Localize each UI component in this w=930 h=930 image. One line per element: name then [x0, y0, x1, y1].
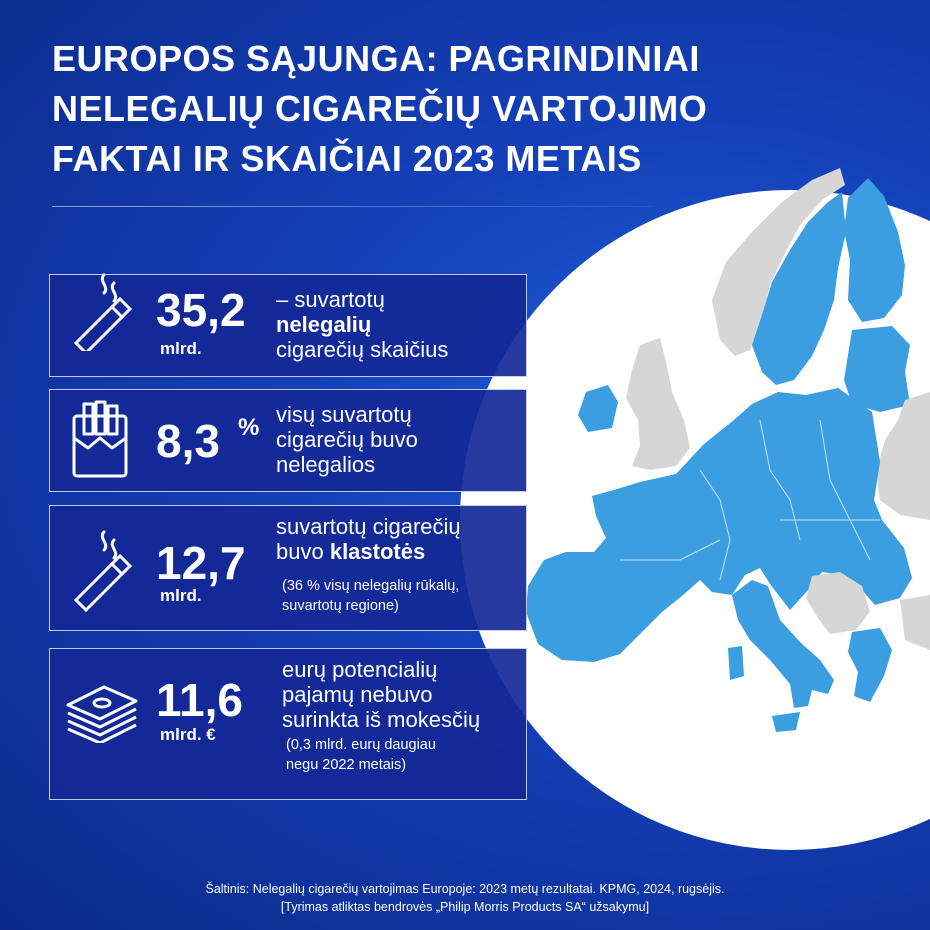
fact-text-line: pajamų nebuvo — [282, 682, 433, 707]
title-line-1: EUROPOS SĄJUNGA: PAGRINDINIAI — [52, 38, 700, 79]
source-line-1: Šaltinis: Nelegalių cigarečių vartojimas Europoje: 2023 metų rezultatai. KPMG, 2024, rugsėjis. — [205, 882, 725, 896]
cigarette-icon — [68, 522, 138, 612]
fact-text-line: nelegalios — [276, 452, 376, 477]
fact-text-line: cigarečių buvo — [276, 427, 418, 452]
fact-description — [276, 402, 418, 477]
source-citation — [0, 880, 930, 916]
fact-text-line: cigarečių skaičius — [276, 337, 449, 362]
fact-value: 8,3 — [156, 415, 220, 467]
fact-note-line: negu 2022 metais) — [286, 757, 407, 773]
fact-unit: % — [238, 414, 260, 441]
fact-description — [276, 287, 448, 362]
fact-text-line: – suvartotų — [276, 287, 385, 312]
fact-text-line: surinkta iš mokesčių — [282, 707, 481, 732]
fact-card-tax-loss — [49, 648, 527, 800]
fact-unit: mlrd. — [160, 586, 202, 605]
title-line-2: NELEGALIŲ CIGAREČIŲ VARTOJIMO — [52, 88, 708, 129]
fact-text-bold: klastotės — [329, 539, 426, 564]
fact-card-illegal-share — [49, 389, 527, 492]
cigarette-icon — [68, 261, 138, 351]
fact-description — [282, 657, 480, 732]
money-stack-icon — [64, 683, 140, 743]
fact-text-line: visų suvartotų — [276, 402, 412, 427]
fact-card-illegal-cigarettes — [49, 274, 527, 377]
fact-text-line: eurų potencialių — [282, 657, 438, 682]
fact-note-line: (0,3 mlrd. eurų daugiau — [286, 737, 436, 753]
source-line-2: [Tyrimas atliktas bendrovės „Philip Morris Products SA“ užsakymu] — [280, 900, 650, 914]
cigarette-pack-icon — [70, 400, 130, 480]
fact-text-bold: nelegalių — [276, 312, 372, 337]
fact-value: 12,7 — [156, 537, 246, 589]
map-country-finland — [844, 178, 905, 322]
title-line-3: FAKTAI IR SKAIČIAI 2023 METAIS — [52, 138, 642, 179]
map-country-sardinia — [728, 646, 744, 680]
fact-value: 11,6 — [156, 674, 243, 726]
fact-card-counterfeit — [49, 505, 527, 631]
fact-unit: mlrd. — [160, 339, 202, 358]
fact-text-line: buvo — [276, 539, 330, 564]
fact-value: 35,2 — [156, 284, 246, 336]
fact-note-line: suvartotų regione) — [282, 598, 399, 614]
fact-note — [282, 576, 459, 616]
fact-text-line: suvartotų cigarečių — [276, 514, 461, 539]
fact-description — [276, 514, 461, 564]
fact-unit: mlrd. € — [160, 725, 216, 744]
fact-note-line: (36 % visų nelegalių rūkalų, — [282, 578, 460, 594]
fact-note — [286, 735, 436, 775]
map-country-baltics — [844, 326, 910, 412]
